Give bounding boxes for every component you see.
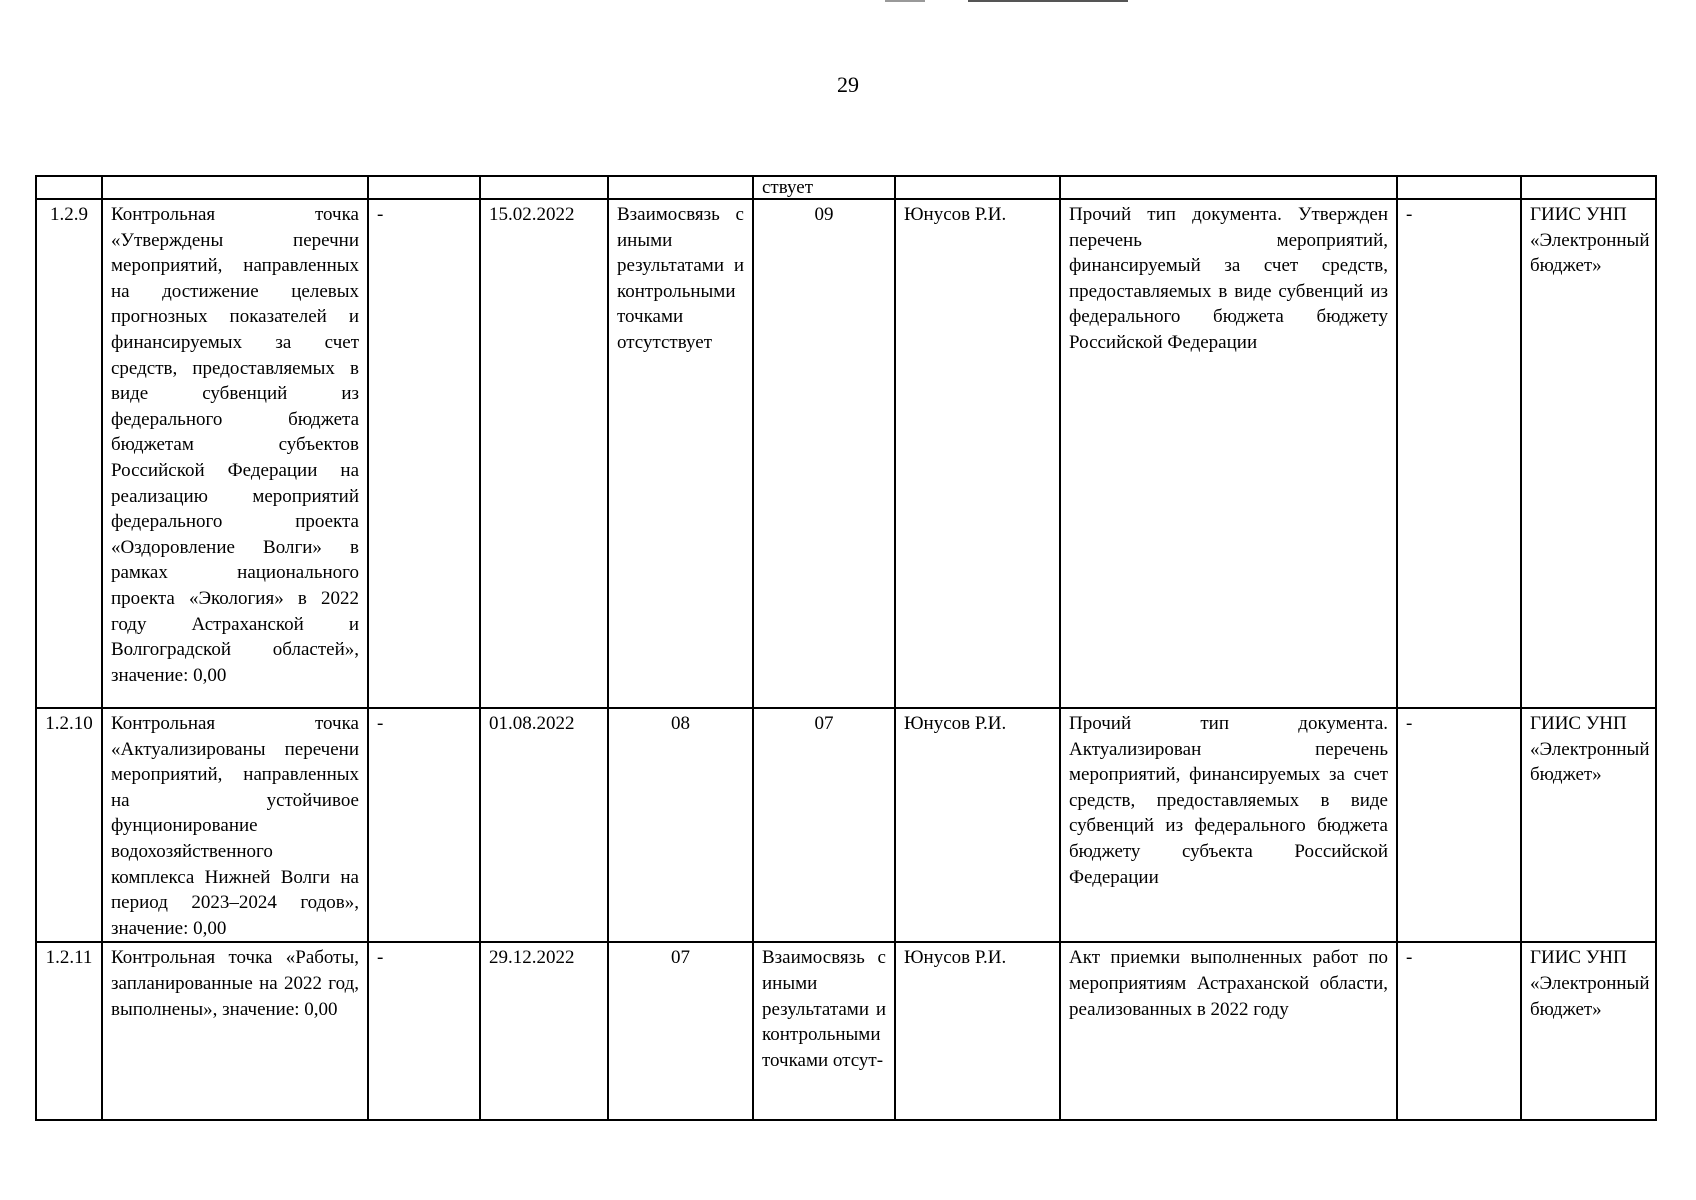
cell-document: Акт приемки выполненных работ по мероприятиям Астраханской области, реализованных в 2022 году xyxy=(1060,942,1397,1120)
cell-relation: 07 xyxy=(608,942,753,1120)
cell-date: 29.12.2022 xyxy=(480,942,608,1120)
cell-responsible: Юнусов Р.И. xyxy=(895,708,1060,942)
table-row xyxy=(36,942,1656,1120)
cell-number xyxy=(36,176,102,199)
cell-prev: - xyxy=(368,199,480,708)
cell-relation xyxy=(608,176,753,199)
cell-relation2: ствует xyxy=(753,176,895,199)
cell-relation: Взаимосвязь с иными результатами и контрольными точками отсутствует xyxy=(608,199,753,708)
cell-extra: - xyxy=(1397,708,1521,942)
table-row xyxy=(36,176,1656,199)
cell-system: ГИИС УНП «Электронный бюджет» xyxy=(1521,199,1656,708)
cell-extra: - xyxy=(1397,199,1521,708)
cell-relation2: 09 xyxy=(753,199,895,708)
page-number: 29 xyxy=(837,72,859,97)
cell-extra: - xyxy=(1397,942,1521,1120)
cell-date xyxy=(480,176,608,199)
cell-name: Контрольная точка «Актуализированы перечени мероприятий, направленных на устойчивое фунционирование водохозяйственного комплекса Нижней Волги на период 2023–2024 годов», значение: 0,00 xyxy=(102,708,368,942)
cell-name xyxy=(102,176,368,199)
cell-extra xyxy=(1397,176,1521,199)
cell-document: Прочий тип документа. Утвержден перечень мероприятий, финансируемый за счет средств, предоставляемых в виде субвенций из федерального бюджета бюджету Российской Федерации xyxy=(1060,199,1397,708)
cell-prev xyxy=(368,176,480,199)
cell-responsible: Юнусов Р.И. xyxy=(895,942,1060,1120)
cell-date: 01.08.2022 xyxy=(480,708,608,942)
control-points-table xyxy=(35,175,1657,1121)
table-row xyxy=(36,708,1656,942)
table-row xyxy=(36,199,1656,708)
cell-responsible xyxy=(895,176,1060,199)
cell-number: 1.2.10 xyxy=(36,708,102,942)
cell-system xyxy=(1521,176,1656,199)
cell-name: Контрольная точка «Работы, запланированные на 2022 год, выполнены», значение: 0,00 xyxy=(102,942,368,1120)
cell-prev: - xyxy=(368,708,480,942)
cell-relation2: Взаимосвязь с иными результатами и контрольными точками отсут- xyxy=(753,942,895,1120)
scan-mark xyxy=(885,0,925,2)
scan-mark xyxy=(968,0,1128,2)
cell-prev: - xyxy=(368,942,480,1120)
cell-responsible: Юнусов Р.И. xyxy=(895,199,1060,708)
cell-document xyxy=(1060,176,1397,199)
cell-number: 1.2.9 xyxy=(36,199,102,708)
cell-date: 15.02.2022 xyxy=(480,199,608,708)
cell-system: ГИИС УНП «Электронный бюджет» xyxy=(1521,708,1656,942)
cell-number: 1.2.11 xyxy=(36,942,102,1120)
cell-relation2: 07 xyxy=(753,708,895,942)
cell-name: Контрольная точка «Утверждены перечни мероприятий, направленных на достижение целевых прогнозных показателей и финансируемых за счет средств, предоставляемых в виде субвенций из федерального бюджета бюджетам субъектов Российской Федерации на реализацию мероприятий федерального проекта «Оздоровление Волги» в рамках национального проекта «Экология» в 2022 году Астраханской и Волгоградской областей», значение: 0,00 xyxy=(102,199,368,708)
cell-document: Прочий тип документа. Актуализирован перечень мероприятий, финансируемых за счет средств, предоставляемых в виде субвенций из федерального бюджета бюджету субъекта Российской Федерации xyxy=(1060,708,1397,942)
cell-system: ГИИС УНП «Электронный бюджет» xyxy=(1521,942,1656,1120)
cell-relation: 08 xyxy=(608,708,753,942)
